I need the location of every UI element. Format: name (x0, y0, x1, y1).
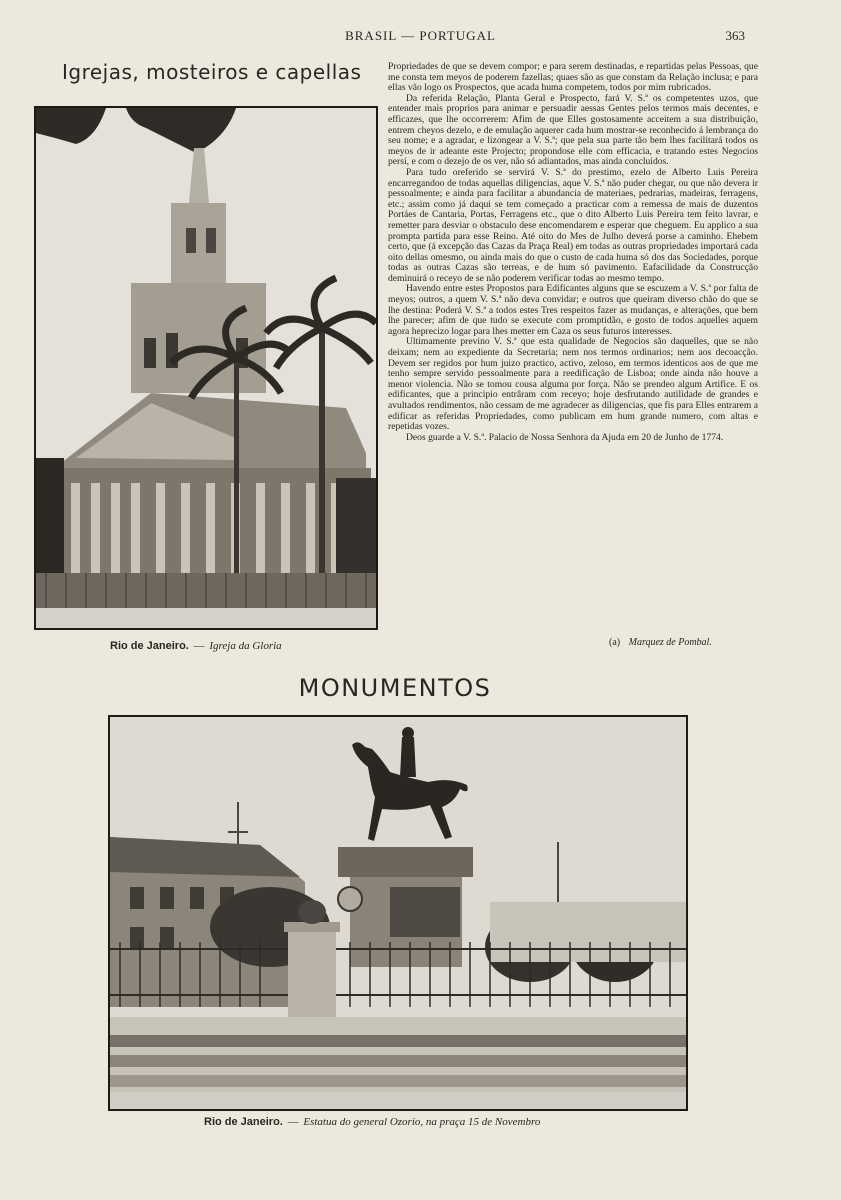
running-title: BRASIL — PORTUGAL (345, 28, 496, 43)
church-illustration (36, 108, 376, 628)
caption-separator: — (287, 1116, 299, 1128)
letter-paragraph: Da referida Relação, Planta Geral e Prospecto, fará V. S.ª os competentes uzos, que entender mais proprios para animar e persuadir aessas Gentes pelos termos mais decentes, e efficazes, que lhe occorrerem: Afim de que Elles gostosamente acceitem a sua distribuição, entrem cheyos dezelo, e de emulação aquerer cada hum mostrar-se reconhecido á lembrança do seu nome; e a agradar, e lizongear a V. S.ª; que pela sua parte tão bem lhes facilitará todos os meyos de ir adeante este Projecto; propondose elle com efficacia, e tratando estes Negocios persi, e com o dezejo de os ver, não só adiantados, mas ainda concluidos. (388, 92, 758, 168)
churches-section-heading: Igrejas, mosteiros e capellas (62, 60, 362, 84)
caption-description: Estatua do general Ozorio, na praça 15 de Novembro (303, 1116, 541, 1128)
caption-separator: — (193, 640, 205, 652)
statue-photo (108, 715, 688, 1111)
page-number: 363 (725, 28, 745, 43)
caption-place: Rio de Janeiro. (110, 640, 189, 652)
signature-mark: (a) (609, 637, 621, 648)
letter-paragraph: Havendo entre estes Propostos para Edificantes alguns que se escuzem a V. S.ª por falta de meyos; outros, a quem V. S.ª não deva convidar; e outros que queiram diverso chão do que se lhe destina: Poderá V. S.ª a todos estes Tres respeitos fazer as mudanças, e alterações, que bem lhe parecer; afim de que tudo se execute com promptidão, e gosto de todos aquelles aquem agora heprecizo logar para lhes metter em Caza os seus futuros interesses. (388, 283, 758, 337)
church-photo-caption (110, 640, 282, 652)
signature-name: Marquez de Pombal. (628, 637, 712, 648)
caption-description: Igreja da Gloria (209, 640, 282, 652)
church-photo (34, 106, 378, 630)
statue-illustration (110, 717, 686, 1109)
letter-paragraph: Propriedades de que se devem compor; e para serem destinadas, e repartidas pelas Pessoas, que me consta tem meyos de poderem fazellas; quaes são as que constam da Relação inclusa; e para ellas vão logo os Prospectos, que acada huma competem, todos por mim rubricados. (388, 61, 758, 94)
letter-text-column (388, 62, 758, 443)
statue-photo-caption (204, 1116, 540, 1128)
letter-closing: Deos guarde a V. S.ª. Palacio de Nossa Senhora da Ajuda em 20 de Junho de 1774. (406, 431, 724, 443)
caption-place: Rio de Janeiro. (204, 1116, 283, 1128)
monuments-section-heading: MONUMENTOS (298, 674, 492, 702)
letter-paragraph: Para tudo oreferido se servirá V. S.ª do prestimo, ezelo de Alberto Luis Pereira encarregandoo de todas aquellas diligencias, aque V. S.ª não puder chegar, ou que não devera ir pessoalmente; e ainda para facilitar a abundancia de materiaes, pedrarias, madeiras, ferragens, etc.; assim como já daqui se tem começado a practicar com a remessa de mais de duzentos Portáes de Cantaria, Portas, Ferragens etc., que o dito Alberto Luis Pereira tem feito lavrar, e remetter para desviar o obstaculo dese encomendarem e esperar que cheguem. Eu applico a sua prompta partida para esse Reino. Até oito do Mes de Julho deverá porse a caminho. Ehebem certo, que (á excepção das Cazas da Praça Real) em todas as outras propriedades importará cada oito dellas omesmo, ou ainda mais do que o custo de cada huma só dos das Sociedades, porque todas as outras Cazas são terreas, e de hum só pavimento. Eafacilidade da Construcção deminuirá o receyo de se não poderem verificar todas ao mesmo tempo. (388, 166, 758, 284)
letter-paragraph: Ultimamente previno V. S.ª que esta qualidade de Negocios são daquelles, que se não deixam; nem ao expediente da Secretaria; nem nos termos ordinarios; nem aos decoacção. Devem ser regidos por hum juizo practico, activo, zeloso, em termos identicos aos de que me tenho sempre servido pessoalmente para a reedificação de Lisboa; onde ainda não houve a menor violencia. Não se tomou cousa alguma por força. Não se prendeo algum Artifice. E os edificantes, que a principio entrâram com receyo; hoje desfrutando autilidade de grandes e avultados rendimentos, não cessam de me agradecer as diligencias, que fis para Elles entrarem a edificar as referidas Propriedades, como publicam em hum grande numero, com altas e repetidas vozes. (388, 336, 758, 433)
letter-signature (609, 637, 712, 648)
